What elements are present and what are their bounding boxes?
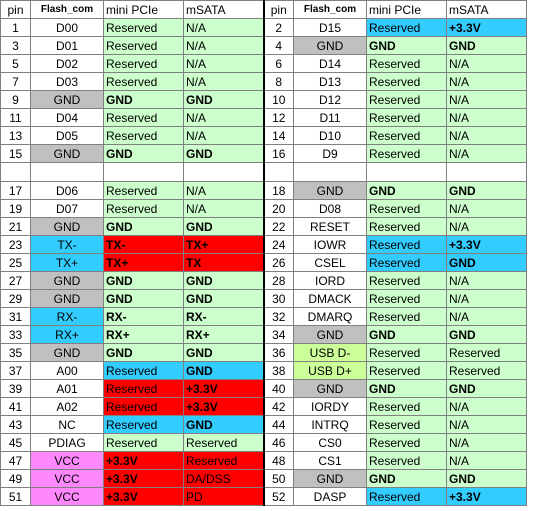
right-flash-com-signal: D15 (294, 19, 367, 37)
left-msata-signal: +3.3V (184, 398, 264, 416)
left-msata-signal: GND (184, 290, 264, 308)
left-flash-com-signal: GND (31, 344, 104, 362)
table-row (1, 109, 527, 127)
right-flash-com-signal: DMACK (294, 290, 367, 308)
spacer-cell (104, 163, 184, 182)
left-mini-pcie-signal: GND (104, 290, 184, 308)
right-msata-signal: +3.3V (447, 488, 527, 506)
left-msata-signal: N/A (184, 19, 264, 37)
right-mini-pcie-signal: Reserved (367, 344, 447, 362)
right-msata-signal: GND (447, 254, 527, 272)
left-msata-signal: N/A (184, 37, 264, 55)
right-mini-pcie-signal: Reserved (367, 218, 447, 236)
left-pin-number: 33 (1, 326, 31, 344)
spacer-cell (184, 163, 264, 182)
left-mini-pcie-signal: +3.3V (104, 452, 184, 470)
left-pin-number: 37 (1, 362, 31, 380)
left-msata-signal: Reserved (184, 452, 264, 470)
right-mini-pcie-header: mini PCIe (367, 1, 447, 19)
left-mini-pcie-signal: GND (104, 344, 184, 362)
right-pin-number: 42 (264, 398, 294, 416)
left-pin-number: 31 (1, 308, 31, 326)
right-pin-number: 4 (264, 37, 294, 55)
spacer-cell (447, 163, 527, 182)
left-flash-com-signal: RX+ (31, 326, 104, 344)
left-flash-com-signal: VCC (31, 452, 104, 470)
left-msata-signal: PD (184, 488, 264, 506)
left-pin-number: 45 (1, 434, 31, 452)
left-msata-header: mSATA (184, 1, 264, 19)
left-flash-com-signal: A02 (31, 398, 104, 416)
table-row (1, 218, 527, 236)
right-pin-number: 44 (264, 416, 294, 434)
right-flash-com-signal: CS0 (294, 434, 367, 452)
left-flash-com-signal: D06 (31, 182, 104, 200)
left-mini-pcie-signal: Reserved (104, 380, 184, 398)
right-flash-com-signal: GND (294, 182, 367, 200)
right-msata-signal: N/A (447, 55, 527, 73)
left-mini-pcie-signal: Reserved (104, 416, 184, 434)
right-msata-signal: N/A (447, 272, 527, 290)
left-flash-com-signal: D05 (31, 127, 104, 145)
right-flash-com-signal: D9 (294, 145, 367, 163)
right-mini-pcie-signal: Reserved (367, 308, 447, 326)
table-row (1, 326, 527, 344)
right-pin-number: 26 (264, 254, 294, 272)
spacer-cell (31, 163, 104, 182)
right-msata-signal: GND (447, 326, 527, 344)
left-mini-pcie-signal: Reserved (104, 182, 184, 200)
left-mini-pcie-signal: +3.3V (104, 470, 184, 488)
left-msata-signal: N/A (184, 73, 264, 91)
spacer-cell (367, 163, 447, 182)
left-mini-pcie-signal: Reserved (104, 200, 184, 218)
left-msata-signal: GND (184, 416, 264, 434)
left-mini-pcie-signal: TX- (104, 236, 184, 254)
left-msata-signal: N/A (184, 109, 264, 127)
table-row (1, 362, 527, 380)
right-msata-signal: N/A (447, 218, 527, 236)
table-row (1, 434, 527, 452)
left-pin-number: 23 (1, 236, 31, 254)
right-msata-signal: N/A (447, 416, 527, 434)
left-pin-number: 13 (1, 127, 31, 145)
right-flash-com-signal: CSEL (294, 254, 367, 272)
right-pin-number: 40 (264, 380, 294, 398)
right-pin-number: 22 (264, 218, 294, 236)
table-row (1, 470, 527, 488)
spacer-row (1, 163, 527, 182)
table-row (1, 254, 527, 272)
right-mini-pcie-signal: Reserved (367, 109, 447, 127)
right-pin-number: 14 (264, 127, 294, 145)
left-mini-pcie-signal: Reserved (104, 19, 184, 37)
left-mini-pcie-signal: Reserved (104, 55, 184, 73)
right-flash-com-signal: DASP (294, 488, 367, 506)
left-pin-number: 35 (1, 344, 31, 362)
left-mini-pcie-signal: Reserved (104, 127, 184, 145)
right-pin-number: 10 (264, 91, 294, 109)
left-msata-signal: GND (184, 218, 264, 236)
right-mini-pcie-signal: Reserved (367, 254, 447, 272)
right-msata-signal: N/A (447, 127, 527, 145)
table-row (1, 91, 527, 109)
right-flash-com-signal: GND (294, 326, 367, 344)
left-msata-signal: N/A (184, 127, 264, 145)
left-mini-pcie-signal: Reserved (104, 73, 184, 91)
right-mini-pcie-signal: Reserved (367, 488, 447, 506)
left-flash-com-header: Flash_com (31, 1, 104, 19)
right-msata-signal: N/A (447, 308, 527, 326)
left-flash-com-signal: NC (31, 416, 104, 434)
table-row (1, 488, 527, 506)
right-mini-pcie-signal: GND (367, 380, 447, 398)
right-flash-com-signal: IOWR (294, 236, 367, 254)
left-msata-signal: Reserved (184, 434, 264, 452)
left-flash-com-signal: GND (31, 91, 104, 109)
left-flash-com-signal: D02 (31, 55, 104, 73)
right-mini-pcie-signal: Reserved (367, 19, 447, 37)
left-pin-number: 51 (1, 488, 31, 506)
left-mini-pcie-signal: Reserved (104, 109, 184, 127)
right-mini-pcie-signal: Reserved (367, 127, 447, 145)
right-pin-number: 46 (264, 434, 294, 452)
left-msata-signal: N/A (184, 200, 264, 218)
left-pin-number: 7 (1, 73, 31, 91)
left-flash-com-signal: PDIAG (31, 434, 104, 452)
spacer-cell (294, 163, 367, 182)
right-msata-signal: N/A (447, 398, 527, 416)
right-pin-number: 24 (264, 236, 294, 254)
left-pin-number: 41 (1, 398, 31, 416)
right-pin-number: 28 (264, 272, 294, 290)
right-mini-pcie-signal: Reserved (367, 452, 447, 470)
right-pin-number: 16 (264, 145, 294, 163)
table-row (1, 236, 527, 254)
left-mini-pcie-signal: Reserved (104, 398, 184, 416)
right-msata-signal: N/A (447, 452, 527, 470)
table-row (1, 380, 527, 398)
table-row (1, 55, 527, 73)
right-msata-signal: N/A (447, 91, 527, 109)
left-flash-com-signal: VCC (31, 470, 104, 488)
table-row (1, 452, 527, 470)
left-msata-signal: TX+ (184, 236, 264, 254)
right-msata-signal: N/A (447, 200, 527, 218)
right-mini-pcie-signal: Reserved (367, 200, 447, 218)
right-mini-pcie-signal: Reserved (367, 236, 447, 254)
right-pin-number: 50 (264, 470, 294, 488)
left-pin-number: 43 (1, 416, 31, 434)
left-pin-number: 21 (1, 218, 31, 236)
right-msata-signal: N/A (447, 73, 527, 91)
table-row (1, 272, 527, 290)
table-row (1, 398, 527, 416)
right-msata-signal: GND (447, 37, 527, 55)
table-row (1, 182, 527, 200)
right-mini-pcie-signal: Reserved (367, 145, 447, 163)
header-row (1, 1, 527, 19)
right-pin-number: 2 (264, 19, 294, 37)
left-pin-number: 15 (1, 145, 31, 163)
right-mini-pcie-signal: Reserved (367, 55, 447, 73)
table-row (1, 416, 527, 434)
left-pin-number: 29 (1, 290, 31, 308)
left-mini-pcie-signal: RX- (104, 308, 184, 326)
right-flash-com-signal: GND (294, 380, 367, 398)
left-msata-signal: +3.3V (184, 380, 264, 398)
right-msata-signal: N/A (447, 290, 527, 308)
left-mini-pcie-signal: Reserved (104, 37, 184, 55)
left-mini-pcie-signal: GND (104, 218, 184, 236)
left-flash-com-signal: D03 (31, 73, 104, 91)
left-pin-number: 27 (1, 272, 31, 290)
left-pin-header: pin (1, 1, 31, 19)
right-mini-pcie-signal: Reserved (367, 272, 447, 290)
right-flash-com-signal: USB D+ (294, 362, 367, 380)
left-flash-com-signal: A00 (31, 362, 104, 380)
left-msata-signal: N/A (184, 182, 264, 200)
right-mini-pcie-signal: Reserved (367, 362, 447, 380)
right-pin-number: 32 (264, 308, 294, 326)
table-row (1, 127, 527, 145)
left-mini-pcie-signal: +3.3V (104, 488, 184, 506)
left-pin-number: 39 (1, 380, 31, 398)
table-row (1, 19, 527, 37)
right-msata-signal: +3.3V (447, 19, 527, 37)
left-msata-signal: RX- (184, 308, 264, 326)
left-flash-com-signal: GND (31, 218, 104, 236)
table-row (1, 290, 527, 308)
right-flash-com-signal: DMARQ (294, 308, 367, 326)
left-msata-signal: DA/DSS (184, 470, 264, 488)
right-pin-header: pin (264, 1, 294, 19)
right-msata-signal: Reserved (447, 344, 527, 362)
right-flash-com-signal: D08 (294, 200, 367, 218)
right-pin-number: 8 (264, 73, 294, 91)
right-mini-pcie-signal: Reserved (367, 91, 447, 109)
right-msata-signal: GND (447, 380, 527, 398)
right-msata-signal: N/A (447, 434, 527, 452)
right-msata-signal: GND (447, 470, 527, 488)
left-msata-signal: TX (184, 254, 264, 272)
left-mini-pcie-header: mini PCIe (104, 1, 184, 19)
right-flash-com-header: Flash_com (294, 1, 367, 19)
right-msata-signal: GND (447, 182, 527, 200)
left-mini-pcie-signal: Reserved (104, 434, 184, 452)
spacer-cell (1, 163, 31, 182)
right-mini-pcie-signal: Reserved (367, 73, 447, 91)
table-row (1, 37, 527, 55)
right-pin-number: 36 (264, 344, 294, 362)
table-row (1, 73, 527, 91)
right-flash-com-signal: D14 (294, 55, 367, 73)
left-mini-pcie-signal: GND (104, 272, 184, 290)
spacer-cell (264, 163, 294, 182)
left-flash-com-signal: RX- (31, 308, 104, 326)
right-mini-pcie-signal: GND (367, 37, 447, 55)
right-msata-signal: N/A (447, 109, 527, 127)
right-msata-signal: +3.3V (447, 236, 527, 254)
right-pin-number: 52 (264, 488, 294, 506)
right-flash-com-signal: GND (294, 37, 367, 55)
right-pin-number: 34 (264, 326, 294, 344)
left-msata-signal: GND (184, 145, 264, 163)
right-pin-number: 18 (264, 182, 294, 200)
left-mini-pcie-signal: RX+ (104, 326, 184, 344)
left-mini-pcie-signal: GND (104, 145, 184, 163)
left-flash-com-signal: D00 (31, 19, 104, 37)
right-flash-com-signal: D13 (294, 73, 367, 91)
left-pin-number: 3 (1, 37, 31, 55)
right-msata-signal: N/A (447, 145, 527, 163)
left-pin-number: 9 (1, 91, 31, 109)
right-pin-number: 38 (264, 362, 294, 380)
right-flash-com-signal: D12 (294, 91, 367, 109)
left-flash-com-signal: TX- (31, 236, 104, 254)
right-mini-pcie-signal: Reserved (367, 434, 447, 452)
left-pin-number: 11 (1, 109, 31, 127)
right-pin-number: 48 (264, 452, 294, 470)
right-pin-number: 6 (264, 55, 294, 73)
table-row (1, 344, 527, 362)
table-row (1, 145, 527, 163)
left-flash-com-signal: D07 (31, 200, 104, 218)
right-mini-pcie-signal: GND (367, 182, 447, 200)
right-flash-com-signal: D11 (294, 109, 367, 127)
left-msata-signal: GND (184, 344, 264, 362)
right-flash-com-signal: IORD (294, 272, 367, 290)
right-flash-com-signal: GND (294, 470, 367, 488)
right-msata-header: mSATA (447, 1, 527, 19)
right-flash-com-signal: D10 (294, 127, 367, 145)
right-mini-pcie-signal: Reserved (367, 398, 447, 416)
right-flash-com-signal: RESET (294, 218, 367, 236)
left-pin-number: 49 (1, 470, 31, 488)
right-flash-com-signal: INTRQ (294, 416, 367, 434)
right-mini-pcie-signal: GND (367, 326, 447, 344)
right-flash-com-signal: CS1 (294, 452, 367, 470)
left-pin-number: 1 (1, 19, 31, 37)
left-flash-com-signal: VCC (31, 488, 104, 506)
right-mini-pcie-signal: Reserved (367, 290, 447, 308)
left-msata-signal: GND (184, 91, 264, 109)
right-pin-number: 20 (264, 200, 294, 218)
right-pin-number: 12 (264, 109, 294, 127)
table-row (1, 200, 527, 218)
left-msata-signal: GND (184, 272, 264, 290)
right-mini-pcie-signal: GND (367, 470, 447, 488)
left-flash-com-signal: D01 (31, 37, 104, 55)
left-flash-com-signal: GND (31, 145, 104, 163)
right-mini-pcie-signal: Reserved (367, 416, 447, 434)
left-flash-com-signal: TX+ (31, 254, 104, 272)
left-mini-pcie-signal: GND (104, 91, 184, 109)
left-msata-signal: N/A (184, 55, 264, 73)
left-pin-number: 19 (1, 200, 31, 218)
left-flash-com-signal: A01 (31, 380, 104, 398)
right-pin-number: 30 (264, 290, 294, 308)
left-pin-number: 5 (1, 55, 31, 73)
left-flash-com-signal: GND (31, 272, 104, 290)
left-pin-number: 17 (1, 182, 31, 200)
left-pin-number: 47 (1, 452, 31, 470)
left-mini-pcie-signal: Reserved (104, 362, 184, 380)
left-pin-number: 25 (1, 254, 31, 272)
left-flash-com-signal: D04 (31, 109, 104, 127)
table-row (1, 308, 527, 326)
left-mini-pcie-signal: TX+ (104, 254, 184, 272)
right-msata-signal: Reserved (447, 362, 527, 380)
left-msata-signal: GND (184, 362, 264, 380)
left-flash-com-signal: GND (31, 290, 104, 308)
left-msata-signal: RX+ (184, 326, 264, 344)
right-flash-com-signal: USB D- (294, 344, 367, 362)
right-flash-com-signal: IORDY (294, 398, 367, 416)
